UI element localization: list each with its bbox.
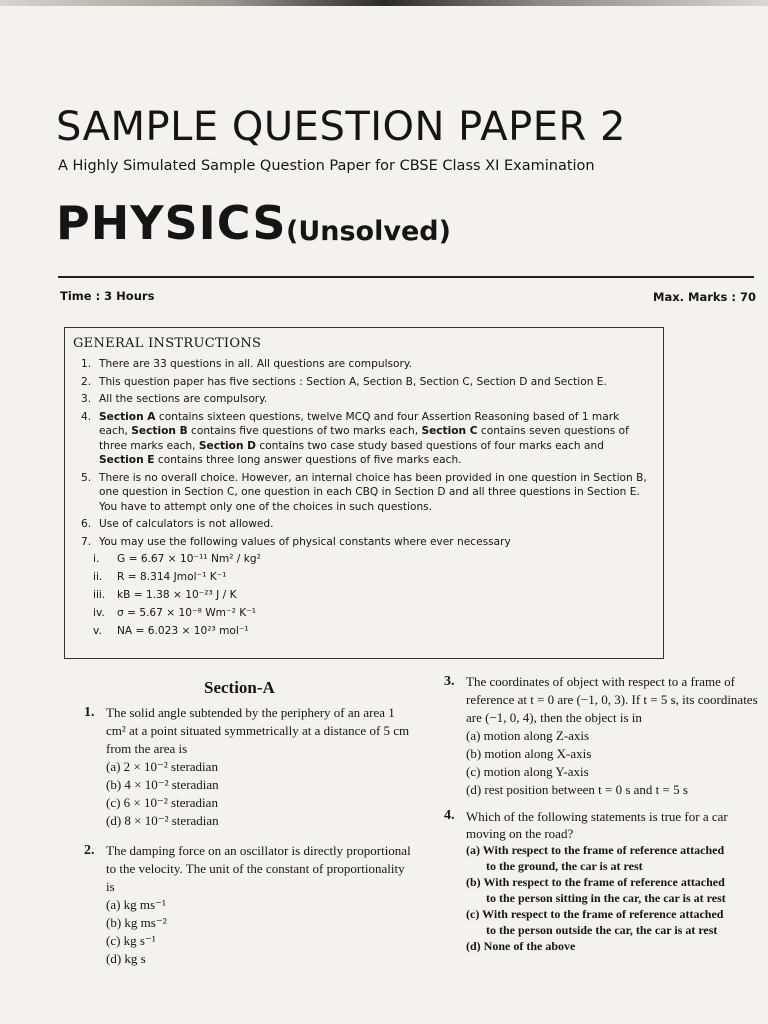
option: (c) 6 × 10⁻² steradian — [106, 795, 218, 810]
instruction-item — [73, 535, 651, 550]
option: (a) motion along Z-axis — [466, 728, 590, 743]
option: (d) kg s — [106, 951, 146, 966]
constant-number: iv. — [93, 607, 105, 619]
option: (a) kg ms⁻¹ — [106, 897, 166, 912]
option-continuation: to the ground, the car is at rest — [486, 859, 643, 873]
question-text: The solid angle subtended by the periphery of an area 1 cm² at a point situated symmetrically at a distance of 5 cm from the area is — [106, 705, 410, 756]
instruction-text: You may use the following values of physical constants where ever necessary — [99, 535, 511, 548]
constant-item — [73, 570, 651, 584]
constant-item — [73, 588, 651, 602]
option — [444, 842, 764, 874]
max-marks: Max. Marks : 70 — [653, 290, 756, 304]
option-lead: (a) With respect to the frame of reference attached — [466, 843, 725, 857]
section-a-label: Section A — [99, 410, 156, 423]
option: (d) 8 × 10⁻² steradian — [106, 813, 219, 828]
question-text: The damping force on an oscillator is directly proportional to the velocity. The unit of the constant of proportionality is — [106, 843, 411, 894]
subject-heading: PHYSICS — [56, 196, 287, 250]
constant-number: iii. — [93, 589, 106, 601]
general-instructions-box — [64, 327, 664, 659]
constant-item — [73, 552, 651, 566]
time-allowed: Time : 3 Hours — [60, 289, 155, 303]
question-number: 3. — [444, 674, 455, 689]
option-continuation: to the person sitting in the car, the car is at rest — [486, 891, 726, 905]
instruction-text: contains two case study based questions of four marks each and — [255, 439, 604, 452]
option: (c) motion along Y-axis — [466, 764, 589, 779]
option: (b) kg ms⁻² — [106, 915, 167, 930]
instruction-item — [73, 517, 651, 532]
paper-subtitle: A Highly Simulated Sample Question Paper for CBSE Class XI Examination — [58, 158, 595, 174]
question-4 — [444, 808, 764, 954]
section-c-label: Section C — [421, 425, 478, 437]
section-b-label: Section B — [131, 425, 188, 437]
instruction-text: contains three long answer questions of five marks each. — [154, 454, 462, 466]
instruction-number: 6. — [81, 518, 92, 530]
instruction-number: 4. — [81, 410, 92, 423]
constant-value: σ = 5.67 × 10⁻⁸ Wm⁻² K⁻¹ — [117, 607, 256, 619]
section-d-label: Section D — [198, 439, 256, 452]
option-lead: (d) None of the above — [466, 939, 576, 953]
instruction-number: 7. — [81, 535, 92, 548]
question-number: 4. — [444, 808, 455, 823]
option — [444, 938, 764, 954]
section-a-heading: Section-A — [204, 678, 275, 697]
instruction-item — [73, 375, 651, 390]
top-edge-band — [0, 0, 768, 6]
instruction-text: contains seven questions of three marks each, — [99, 425, 629, 452]
instruction-item — [73, 410, 651, 468]
header-divider — [58, 276, 754, 278]
option: (d) rest position between t = 0 s and t = 5 s — [466, 782, 688, 797]
option: (b) 4 × 10⁻² steradian — [106, 777, 219, 792]
instruction-number: 2. — [81, 375, 92, 388]
instruction-text: contains sixteen questions, twelve MCQ and four Assertion Reasoning based of 1 mark each, — [99, 410, 620, 437]
paper-title: SAMPLE QUESTION PAPER 2 — [56, 104, 626, 150]
option: (c) kg s⁻¹ — [106, 933, 156, 948]
question-1 — [84, 704, 414, 830]
option-lead: (b) With respect to the frame of reference attached — [466, 875, 725, 889]
subject-tag: (Unsolved) — [286, 216, 451, 247]
constant-value: kB = 1.38 × 10⁻²³ J / K — [117, 589, 237, 601]
constant-value: G = 6.67 × 10⁻¹¹ Nm² / kg² — [117, 553, 261, 565]
constant-number: i. — [93, 553, 100, 565]
instruction-number: 3. — [81, 393, 92, 405]
option — [444, 874, 764, 906]
instruction-item — [73, 357, 651, 372]
question-2 — [84, 842, 414, 968]
question-text: Which of the following statements is true for a car moving on the road? — [466, 809, 728, 841]
instruction-text: There are 33 questions in all. All questions are compulsory. — [99, 358, 412, 370]
instructions-heading: GENERAL INSTRUCTIONS — [73, 336, 262, 351]
option: (b) motion along X-axis — [466, 746, 592, 761]
section-e-label: Section E — [99, 454, 155, 466]
option — [444, 906, 764, 938]
option-continuation: to the person outside the car, the car is at rest — [486, 923, 718, 937]
instruction-text: There is no overall choice. However, an internal choice has been provided in one question in Section B, one question in Section C, one question in each CBQ in Section D and all three questions in Section E. You have to attempt only one of the choices in such questions. — [99, 471, 647, 513]
instruction-number: 5. — [81, 471, 92, 484]
constant-item — [73, 606, 651, 620]
question-number: 1. — [84, 705, 95, 720]
constant-value: R = 8.314 Jmol⁻¹ K⁻¹ — [117, 571, 227, 583]
instruction-text: All the sections are compulsory. — [99, 393, 268, 405]
instruction-number: 1. — [81, 358, 92, 370]
instruction-text: This question paper has five sections : Section A, Section B, Section C, Section D and Section E. — [99, 375, 607, 388]
constant-number: v. — [93, 625, 102, 637]
constant-number: ii. — [93, 571, 103, 583]
constant-value: NA = 6.023 × 10²³ mol⁻¹ — [117, 625, 249, 637]
question-3 — [444, 673, 760, 799]
option-lead: (c) With respect to the frame of reference attached — [466, 907, 724, 921]
option: (a) 2 × 10⁻² steradian — [106, 759, 218, 774]
constant-item — [73, 624, 651, 638]
instruction-item — [73, 392, 651, 407]
question-number: 2. — [84, 843, 95, 858]
question-text: The coordinates of object with respect to a frame of reference at t = 0 are (−1, 0, 3). If t = 5 s, its coordinates are (−1, 0, 4), then the object is in — [466, 674, 758, 725]
instruction-text: contains five questions of two marks each, — [187, 425, 422, 437]
instruction-text: Use of calculators is not allowed. — [99, 518, 274, 530]
instruction-item — [73, 471, 651, 515]
